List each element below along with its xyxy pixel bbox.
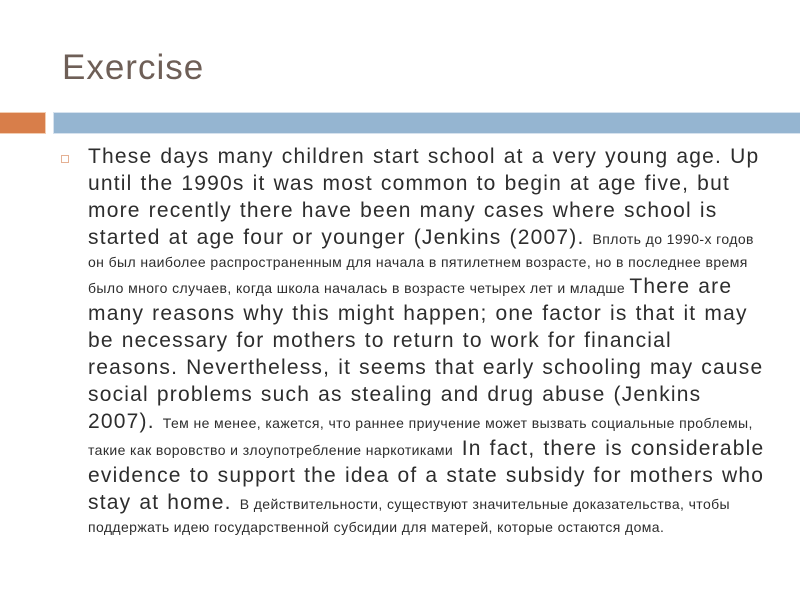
text-segment-ru-1: Вплоть до 1990-х годов он был наиболее распространенным для начала в пятилетнем возрасте, но в последнее время было много случаев, когда школа началась в возрасте четырех лет и младше bbox=[88, 231, 759, 296]
text-segment-ru-3: Тем не менее, кажется, что раннее приучение может вызвать социальные проблемы, такие как воровство и злоупотребление наркотиками bbox=[88, 415, 758, 458]
text-segment-ru-5: В действительности, существуют значительные доказательства, чтобы поддержать идею государственной субсидии для матерей, которые остаются дома. bbox=[88, 496, 735, 535]
text-segment-en-2: There are many reasons why this might happen; one factor is that it may be necessary for mothers to return to work for financial reasons. Nevertheless, it seems that early schooling may cause social problems such as stealing and drug abuse (Jenkins 2007). bbox=[88, 275, 772, 433]
text-segment-en-0: These days many children start school at a very young age. Up until the 1990s it was most common to begin at age five, but more recently there have been many cases where school is started at age four or younger (Jenkins (2007). bbox=[88, 145, 768, 249]
bullet-text bbox=[88, 143, 773, 538]
bullet-square-icon bbox=[61, 155, 69, 163]
text-segment-en-4: In fact, there is considerable evidence to support the idea of a state subsidy for mothers who stay at home. bbox=[88, 437, 773, 514]
slide-title: Exercise bbox=[62, 48, 205, 87]
divider-blue-bar bbox=[53, 112, 800, 134]
divider-orange-block bbox=[0, 112, 46, 134]
